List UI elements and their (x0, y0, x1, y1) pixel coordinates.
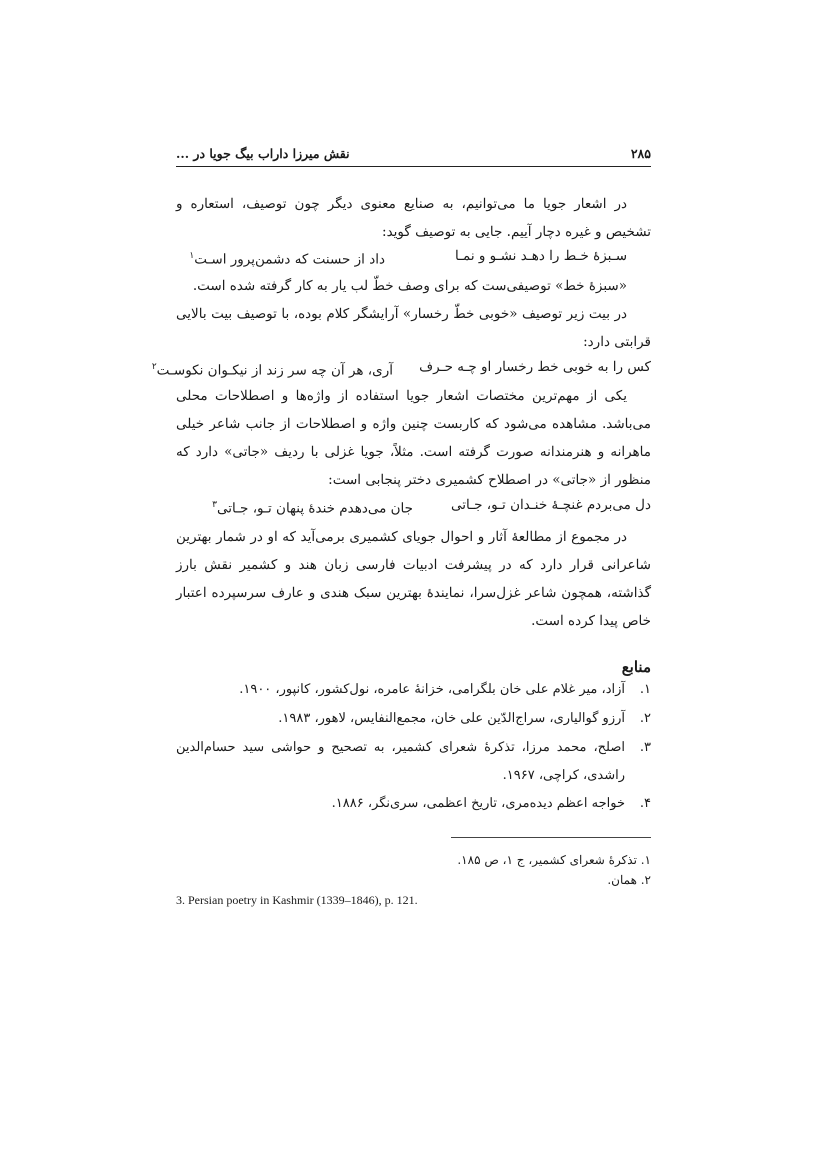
running-header (176, 146, 651, 167)
verse-1-first-hemistich: سـبزهٔ خـط را دهـد نشـو و نمـا (454, 248, 627, 264)
footnote-ref-2: ۲ (151, 362, 157, 372)
verse-1-second-hemistich (189, 243, 385, 273)
paragraph-2: «سبزهٔ خط» توصیفی‌ست که برای وصف خطّ لب یار به کار گرفته شده است. (192, 278, 627, 294)
reference-text: اصلح، محمد مرزا، تذکرهٔ شعرای کشمیر، به تصحیح و حواشی سید حسام‌الدین راشدی، کراچی، ۱۹۶۷. (176, 740, 625, 783)
reference-number: ۲. (639, 711, 651, 726)
verse-3-second-hemistich (212, 492, 413, 522)
paragraph-4: یکی از مهم‌ترین مختصات اشعار جویا استفاده از واژه‌ها و اصطلاحات محلی می‌باشد. مشاهده می‌شود که کاربست چنین واژه و اصطلاحات از جانب شاعر خیلی ماهرانه و هنرمندانه صورت گرفته است. مثلاً، جویا غزلی با ردیف «جاتی» دارد که منظور از «جاتی» در اصطلاح کشمیری دختر پنجابی است: (176, 388, 651, 488)
footnote-1: ۱. تذکرهٔ شعرای کشمیر، ج ۱، ص ۱۸۵. (457, 853, 651, 867)
verse-1-second-text: داد از حسنت که دشمن‌پرور اسـت (194, 251, 385, 268)
reference-number: ۳. (639, 740, 651, 755)
reference-item (176, 705, 651, 733)
footnote-3: 3. Persian poetry in Kashmir (1339–1846), p. 121. (176, 893, 418, 907)
footnote-ref-3: ۳ (212, 500, 217, 510)
reference-text: خواجه اعظم دیده‌مری، تاریخ اعظمی، سری‌نگر، ۱۸۸۶. (331, 796, 625, 811)
reference-item (176, 790, 651, 818)
reference-text: آزاد، میر غلام علی خان بلگرامی، خزانهٔ عامره، نول‌کشور، کانپور، ۱۹۰۰. (239, 682, 625, 697)
verse-3-first-hemistich: دل می‌بردم غنچـهٔ خنـدان تـو، جـاتی (451, 497, 651, 513)
reference-item (176, 676, 651, 704)
paragraph-1: در اشعار جویا ما می‌توانیم، به صنایع معنوی دیگر چون توصیف، استعاره و تشخیص و غیره دچار آییم. جایی به توصیف گوید: (176, 196, 651, 240)
page-number: ۲۸۵ (630, 146, 651, 161)
paragraph-3: در بیت زیر توصیف «خوبی خطّ رخسار» آرایشگر کلام بوده، با توصیف بیت بالایی قرابتی دارد: (176, 306, 651, 350)
verse-2-second-hemistich (152, 354, 393, 384)
reference-number: ۴. (639, 796, 651, 811)
footnote-2: ۲. همان. (607, 873, 651, 887)
paragraph-5: در مجموع از مطالعهٔ آثار و احوال جویای کشمیری برمی‌آید که او در شمار بهترین شاعرانی قرار دارد که در پیشرفت ادبیات فارسی زبان هند و کشمیر نقش بارز گذاشته، همچون شاعر غزل‌سرا، نمایندهٔ بهترین سبک هندی و عارف سرسپرده اعتبار خاص پیدا کرده است. (176, 529, 651, 629)
verse-2-first-hemistich: کس را به خوبی خط رخسار او چـه حـرف (419, 359, 651, 375)
verse-3-second-text: جان می‌دهدم خندهٔ پنهان تـو، جـاتی (216, 500, 413, 517)
reference-item (176, 734, 651, 790)
footnote-divider (451, 837, 651, 838)
reference-text: آرزو گوالیاری، سراج‌الدّین علی خان، مجمع‌النفایس، لاهور، ۱۹۸۳. (278, 711, 625, 726)
footnote-ref-1: ۱ (189, 251, 195, 261)
verse-1 (176, 243, 651, 269)
references-title: منابع (621, 658, 651, 676)
verse-2-second-text: آری، هر آن چه سر زند از نیکـوان نکوسـت (156, 362, 393, 379)
verse-2 (151, 354, 651, 380)
verse-3 (176, 492, 651, 518)
reference-number: ۱. (639, 682, 651, 697)
running-title: نقش میرزا داراب بیگ جویا در ... (176, 146, 350, 161)
